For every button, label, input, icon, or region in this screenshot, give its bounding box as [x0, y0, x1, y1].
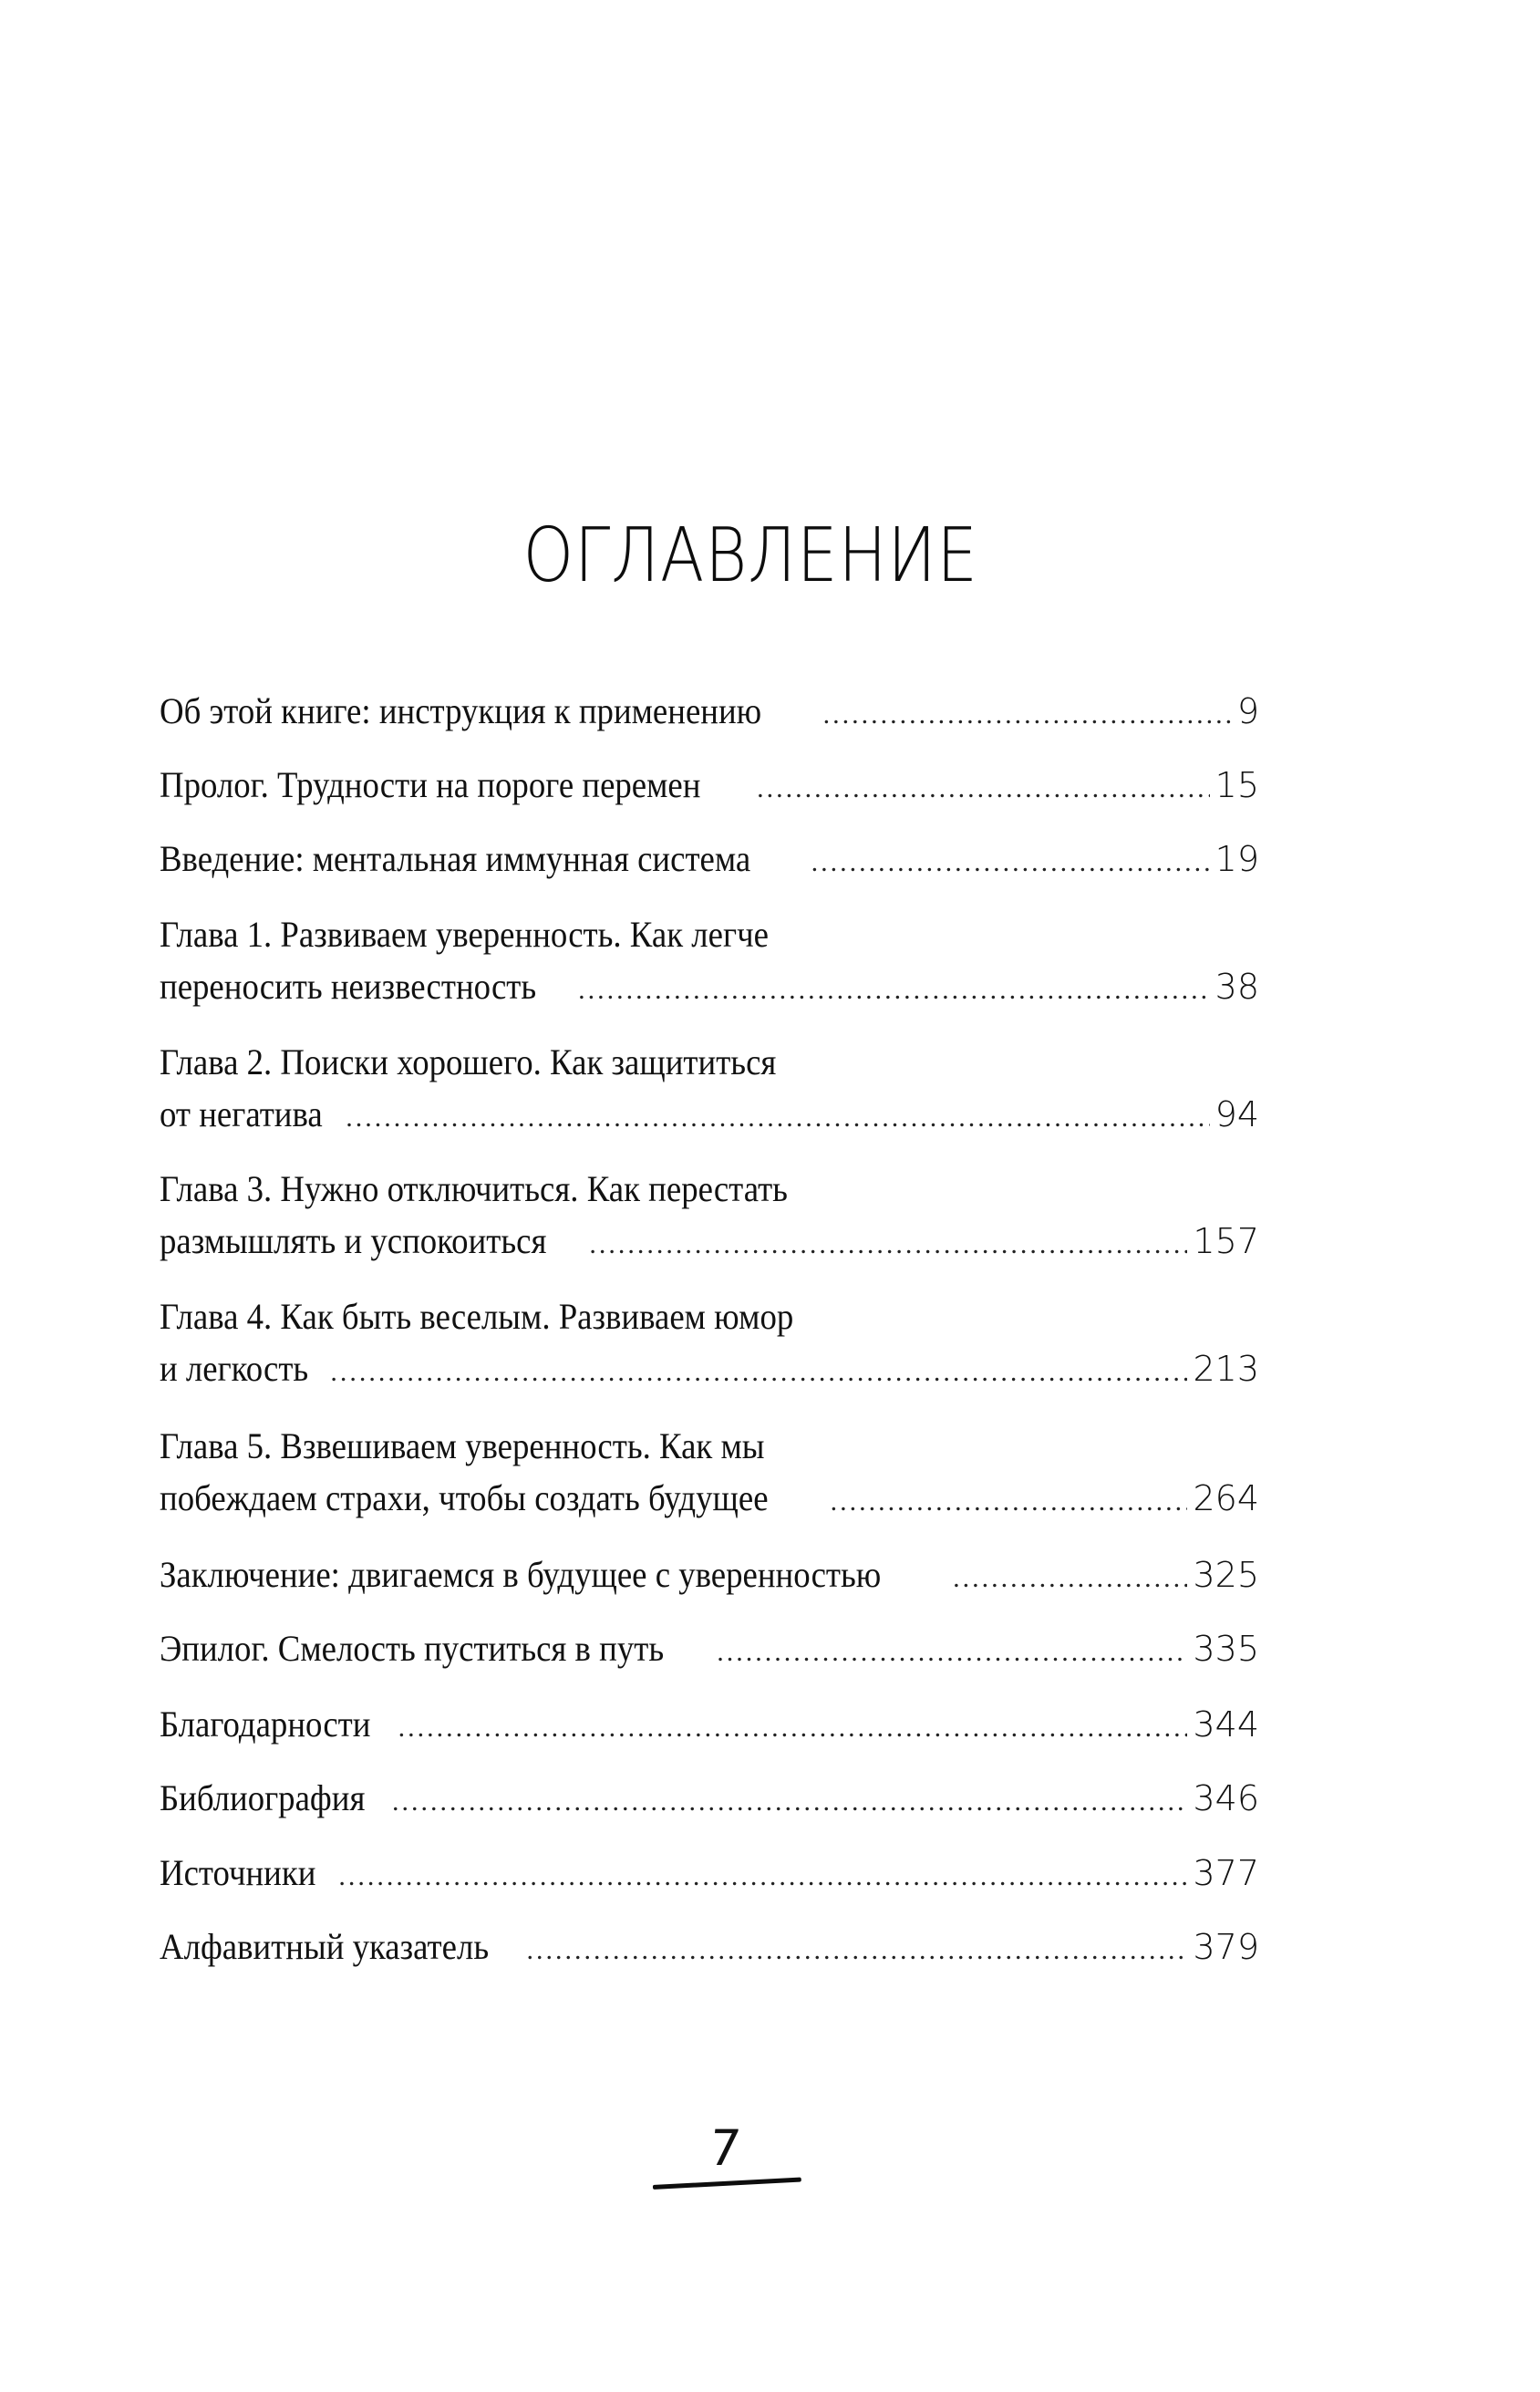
toc-page-number: 94 [1214, 1094, 1259, 1134]
toc-entry[interactable] [160, 1548, 1259, 1600]
toc-page-number: 335 [1193, 1629, 1259, 1669]
toc-entry[interactable] [160, 908, 1259, 1012]
dot-leader [831, 1476, 1188, 1527]
toc-entry[interactable] [160, 833, 1259, 885]
toc-entry-title: Алфавитный указатель [160, 1926, 490, 1967]
toc-entry-title: Эпилог. Смелость пуститься в путь [160, 1628, 665, 1669]
toc-entry-title-continued: от негатива [160, 1093, 323, 1134]
toc-page-number: 346 [1193, 1778, 1259, 1818]
toc-entry-title: Введение: ментальная иммунная система [160, 838, 751, 879]
toc-entry-title: Глава 1. Развиваем уверенность. Как легче [160, 914, 769, 955]
toc-entry[interactable] [160, 1772, 1259, 1824]
dot-leader [527, 1924, 1188, 1976]
toc-entry[interactable] [160, 685, 1259, 737]
toc-entry-title-continued: переносить неизвестность [160, 966, 537, 1007]
dot-leader [589, 1218, 1187, 1270]
toc-entry-title-continued: и легкость [160, 1348, 309, 1389]
toc-page-number: 157 [1193, 1221, 1259, 1261]
toc-entry-title: Глава 3. Нужно отключиться. Как перестать [160, 1168, 788, 1209]
toc-entry-title-continued: размышлять и успокоиться [160, 1220, 547, 1261]
toc-page-number: 213 [1193, 1349, 1259, 1389]
toc-entry-title: Глава 5. Взвешиваем уверенность. Как мы [160, 1425, 765, 1466]
toc-entry-title: Пролог. Трудности на пороге перемен [160, 764, 701, 805]
dot-leader [338, 1850, 1187, 1902]
toc-entry-title: Глава 2. Поиски хорошего. Как защититься [160, 1041, 777, 1082]
toc-entry[interactable] [160, 1698, 1259, 1750]
toc-entry[interactable] [160, 1622, 1259, 1674]
toc-entry-title: Глава 4. Как быть веселым. Развиваем юмор [160, 1296, 794, 1337]
dot-leader [330, 1346, 1187, 1398]
toc-page-number: 379 [1193, 1927, 1259, 1967]
toc-page-number: 344 [1193, 1704, 1259, 1745]
dot-leader [398, 1702, 1188, 1754]
toc-page-number: 15 [1214, 765, 1259, 805]
dot-leader [823, 689, 1232, 740]
dot-leader [717, 1626, 1187, 1678]
page-number: 7 [706, 2119, 744, 2177]
toc-entry-title: Источники [160, 1852, 316, 1893]
toc-page-number: 9 [1236, 691, 1259, 731]
toc-entry[interactable] [160, 1290, 1259, 1394]
toc-entry[interactable] [160, 1163, 1259, 1267]
dot-leader [392, 1776, 1187, 1828]
toc-page-number: 377 [1193, 1853, 1259, 1893]
dot-leader [953, 1552, 1187, 1604]
dot-leader [346, 1092, 1209, 1144]
toc-entry-title: Заключение: двигаемся в будущее с уверенностью [160, 1554, 882, 1595]
toc-entry[interactable] [160, 759, 1259, 811]
toc-page-number: 264 [1193, 1478, 1259, 1518]
toc-page-number: 325 [1193, 1555, 1259, 1595]
toc-entry-title: Об этой книге: инструкция к применению [160, 690, 762, 731]
toc-page-number: 38 [1214, 967, 1259, 1007]
dot-leader [811, 836, 1210, 888]
page-number-underline [653, 2177, 801, 2190]
dot-leader [578, 964, 1210, 1016]
toc-entry-title: Библиография [160, 1777, 366, 1818]
toc-entry[interactable] [160, 1921, 1259, 1973]
toc-page-number: 19 [1214, 839, 1259, 879]
toc-entry[interactable] [160, 1036, 1259, 1140]
page-title: ОГЛАВЛЕНИЕ [522, 513, 978, 599]
toc-entry-title: Благодарности [160, 1703, 371, 1745]
dot-leader [757, 762, 1210, 814]
toc-entry[interactable] [160, 1420, 1259, 1524]
toc-entry[interactable] [160, 1847, 1259, 1899]
toc-entry-title-continued: побеждаем страхи, чтобы создать будущее [160, 1477, 769, 1518]
